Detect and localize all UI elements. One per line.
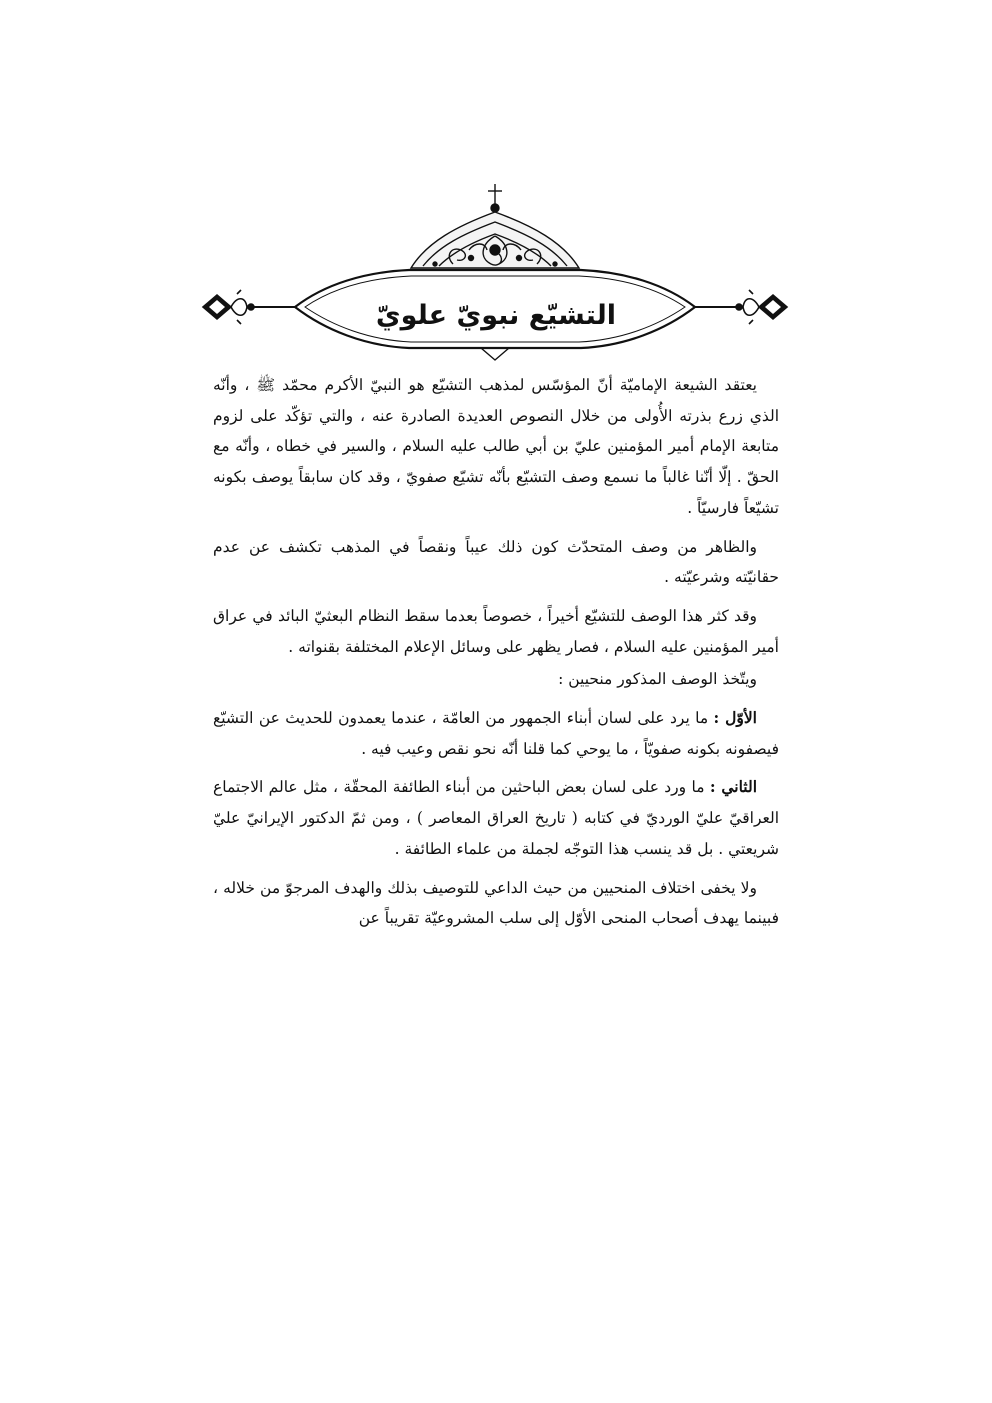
paragraph-lead: الثاني :: [709, 777, 757, 797]
right-end-ornament-icon: [736, 290, 787, 324]
chapter-title: التشيّع نبويّ علويّ: [375, 300, 617, 331]
paragraph-text: يعتقد الشيعة الإماميّة أنّ المؤسّس لمذهب التشيّع هو النبيّ الأكرم محمّد ﷺ ، وأنّه الذي زرع بذرته الأُولى من خلال النصوص العديدة الصادرة عنه ، والتي تؤكّد على لزوم متابعة الإمام أمير المؤمنين عليّ بن أبي طالب عليه السلام ، والسير في خطاه ، وأنّه مع الحقّ . إلّا أنّنا غالباً ما نسمع وصف التشيّع بأنّه تشيّع صفويّ ، وقد كان سابقاً يوصف بكونه تشيّعاً فارسيّاً .: [213, 376, 779, 517]
paragraph-lead: الأوّل :: [713, 708, 757, 728]
paragraph-1: [213, 370, 779, 524]
floral-crown-icon: [411, 184, 579, 268]
paragraph-text: ولا يخفى اختلاف المنحيين من حيث الداعي للتوصيف بذلك والهدف المرجوّ من خلاله ، فبينما يهدف أصحاب المنحى الأوّل إلى سلب المشروعيّة تقريباً عن: [213, 878, 779, 928]
paragraph-text: وقد كثر هذا الوصف للتشيّع أخيراً ، خصوصاً بعدما سقط النظام البعثيّ البائد في عراق أمير المؤمنين عليه السلام ، فصار يظهر على وسائل الإعلام المختلفة بقنواته .: [213, 606, 779, 656]
left-end-ornament-icon: [203, 290, 254, 324]
paragraph-text: ما ورد على لسان بعض الباحثين من أبناء الطائفة المحقّة ، مثل عالم الاجتماع العراقيّ عليّ الورديّ في كتابه ( تاريخ العراق المعاصر ) ، ومن ثمّ الدكتور الإيرانيّ عليّ شريعتي . بل قد ينسب هذا التوجّه لجملة من علماء الطائفة .: [213, 778, 779, 858]
paragraph-text: ما يرد على لسان أبناء الجمهور من العامّة ، عندما يعمدون للحديث عن التشيّع فيصفونه بكونه صفويّاً ، ما يوحي كما قلنا أنّه نحو نقص وعيب فيه .: [213, 709, 779, 758]
chapter-header-ornament: [195, 180, 795, 370]
paragraph-7: [213, 873, 779, 934]
paragraph-text: والظاهر من وصف المتحدّث كون ذلك عيباً ونقصاً في المذهب تكشف عن عدم حقانيّته وشرعيّته .: [213, 537, 779, 587]
paragraph-4: [213, 664, 779, 695]
paragraph-text: ويتّخذ الوصف المذكور منحيين :: [558, 670, 757, 689]
body-text: [213, 370, 779, 942]
paragraph-3: [213, 601, 779, 662]
paragraph-5: [213, 703, 779, 764]
paragraph-6: [213, 772, 779, 864]
paragraph-2: [213, 532, 779, 593]
